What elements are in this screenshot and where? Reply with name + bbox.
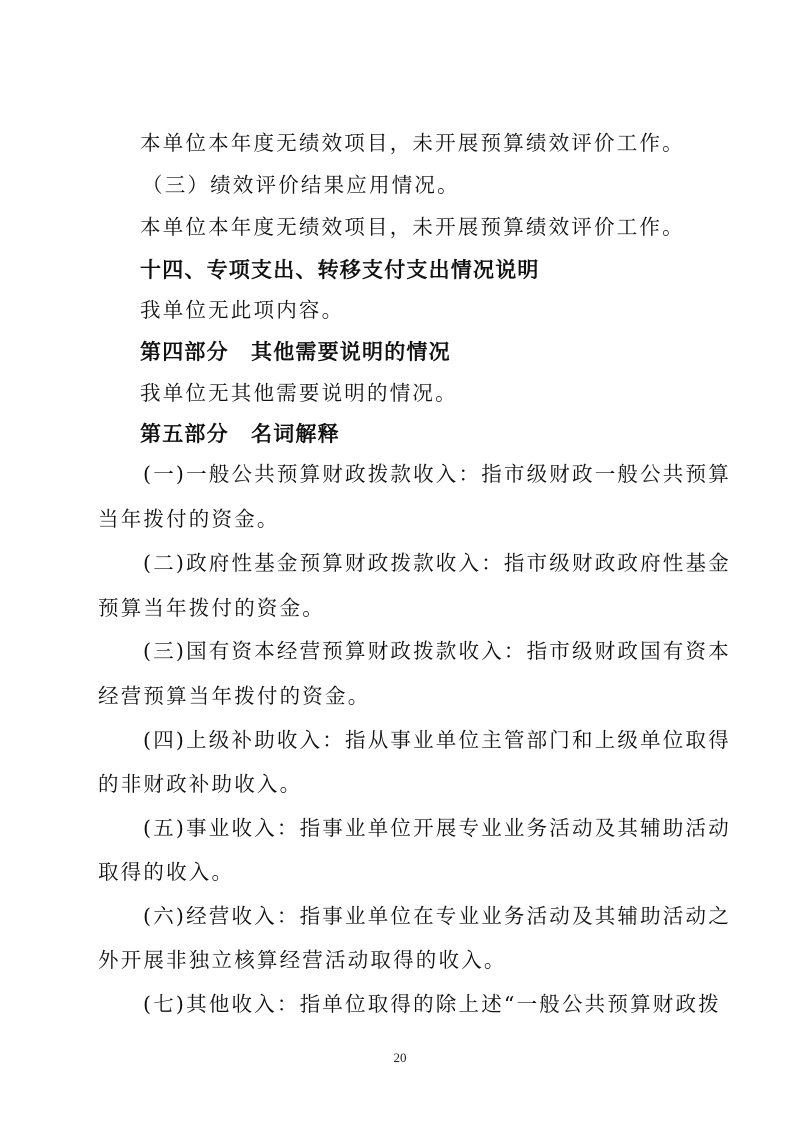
definition-continuation: 的非财政补助收入。 — [98, 772, 303, 796]
part-heading: 第四部分 其他需要说明的情况 — [140, 340, 451, 364]
definition-line: (二)政府性基金预算财政拨款收入：指市级财政政府性基金 — [143, 551, 731, 575]
definition-continuation: 经营预算当年拨付的资金。 — [98, 684, 371, 708]
definition-line: (三)国有资本经营预算财政拨款收入：指市级财政国有资本 — [143, 639, 731, 663]
definition-line: (六)经营收入：指事业单位在专业业务活动及其辅助活动之 — [143, 904, 731, 928]
body-text-line: 我单位无其他需要说明的情况。 — [140, 381, 458, 405]
section-heading: 十四、专项支出、转移支付支出情况说明 — [140, 258, 540, 282]
definition-line: (五)事业收入：指事业单位开展专业业务活动及其辅助活动 — [143, 816, 731, 840]
page-number: 20 — [393, 1050, 407, 1065]
definition-continuation: 预算当年拨付的资金。 — [98, 596, 325, 620]
body-text-line: 本单位本年度无绩效项目，未开展预算绩效评价工作。 — [140, 131, 685, 155]
definition-line: (四)上级补助收入：指从事业单位主管部门和上级单位取得 — [143, 728, 731, 752]
body-text-line: 本单位本年度无绩效项目，未开展预算绩效评价工作。 — [140, 215, 685, 239]
subsection-heading: （三）绩效评价结果应用情况。 — [142, 173, 460, 197]
body-text-line: 我单位无此项内容。 — [140, 298, 345, 322]
definition-continuation: 取得的收入。 — [98, 860, 235, 884]
definition-continuation: 外开展非独立核算经营活动取得的收入。 — [98, 948, 507, 972]
part-heading: 第五部分 名词解释 — [140, 422, 340, 446]
definition-line: (七)其他收入：指单位取得的除上述“一般公共预算财政拨 — [143, 992, 721, 1016]
definition-continuation: 当年拨付的资金。 — [98, 507, 280, 531]
definition-line: (一)一般公共预算财政拨款收入：指市级财政一般公共预算 — [143, 462, 731, 486]
